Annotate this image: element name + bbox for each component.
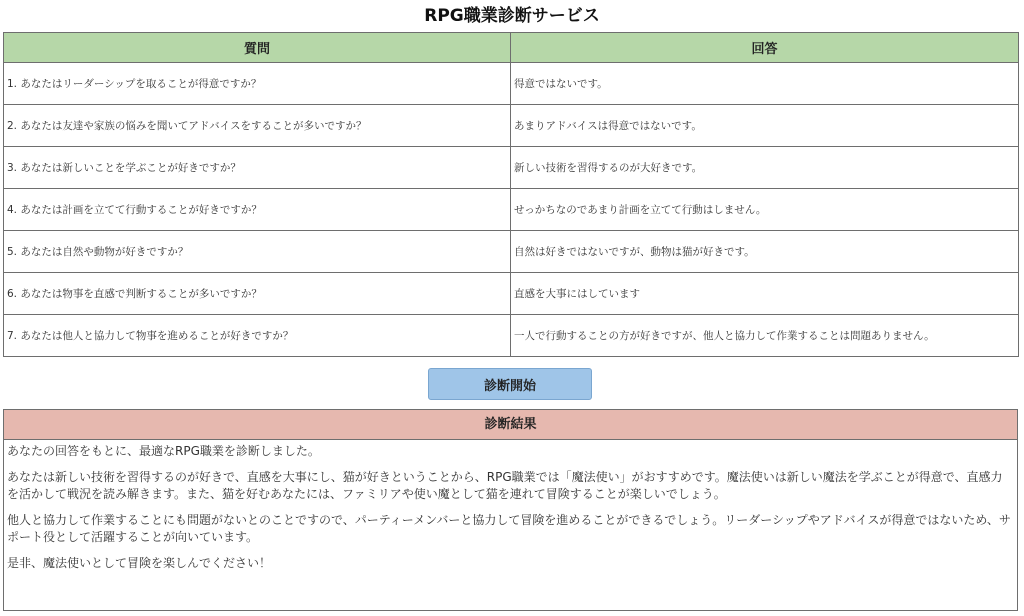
table-row [4,105,1019,147]
question-cell: 2. あなたは友達や家族の悩みを聞いてアドバイスをすることが多いですか？ [4,105,511,147]
table-row [4,63,1019,105]
question-column-header: 質問 [4,33,511,63]
answer-cell: 自然は好きではないですが、動物は猫が好きです。 [511,231,1019,273]
result-header: 診断結果 [4,410,1017,440]
result-panel [3,409,1018,611]
start-diagnosis-button[interactable]: 診断開始 [428,368,592,400]
question-cell: 5. あなたは自然や動物が好きですか？ [4,231,511,273]
question-cell: 1. あなたはリーダーシップを取ることが得意ですか？ [4,63,511,105]
result-paragraph: 他人と協力して作業することにも問題がないとのことですので、パーティーメンバーと協力して冒険を進めることができるでしょう。リーダーシップやアドバイスが得意ではないため、サポート役として活躍することが向いています。 [7,513,1011,544]
table-header-row [4,33,1019,63]
table-row [4,273,1019,315]
qa-table [3,32,1019,357]
table-row [4,231,1019,273]
answer-cell: せっかちなのであまり計画を立てて行動はしません。 [511,189,1019,231]
answer-cell: 一人で行動することの方が好きですが、他人と協力して作業することは問題ありません。 [511,315,1019,357]
question-cell: 4. あなたは計画を立てて行動することが好きですか？ [4,189,511,231]
page-title: RPG職業診断サービス [424,6,600,26]
answer-cell: 新しい技術を習得するのが大好きです。 [511,147,1019,189]
table-row [4,189,1019,231]
table-row [4,147,1019,189]
answer-cell: あまりアドバイスは得意ではないです。 [511,105,1019,147]
answer-cell: 得意ではないです。 [511,63,1019,105]
question-cell: 7. あなたは他人と協力して物事を進めることが好きですか？ [4,315,511,357]
result-body [4,440,1017,572]
result-paragraph: あなたの回答をもとに、最適なRPG職業を診断しました。 [7,444,320,458]
answer-column-header: 回答 [511,33,1019,63]
answer-cell: 直感を大事にはしています [511,273,1019,315]
question-cell: 3. あなたは新しいことを学ぶことが好きですか？ [4,147,511,189]
question-cell: 6. あなたは物事を直感で判断することが多いですか？ [4,273,511,315]
result-paragraph: あなたは新しい技術を習得するのが好きで、直感を大事にし、猫が好きということから、RPG職業では「魔法使い」がおすすめです。魔法使いは新しい魔法を学ぶことが得意で、直感力を活かして戦況を読み解きます。また、猫を好むあなたには、ファミリアや使い魔として猫を連れて冒険することが楽しいでしょう。 [7,470,1003,501]
table-row [4,315,1019,357]
result-paragraph: 是非、魔法使いとして冒険を楽しんでください！ [7,556,272,570]
